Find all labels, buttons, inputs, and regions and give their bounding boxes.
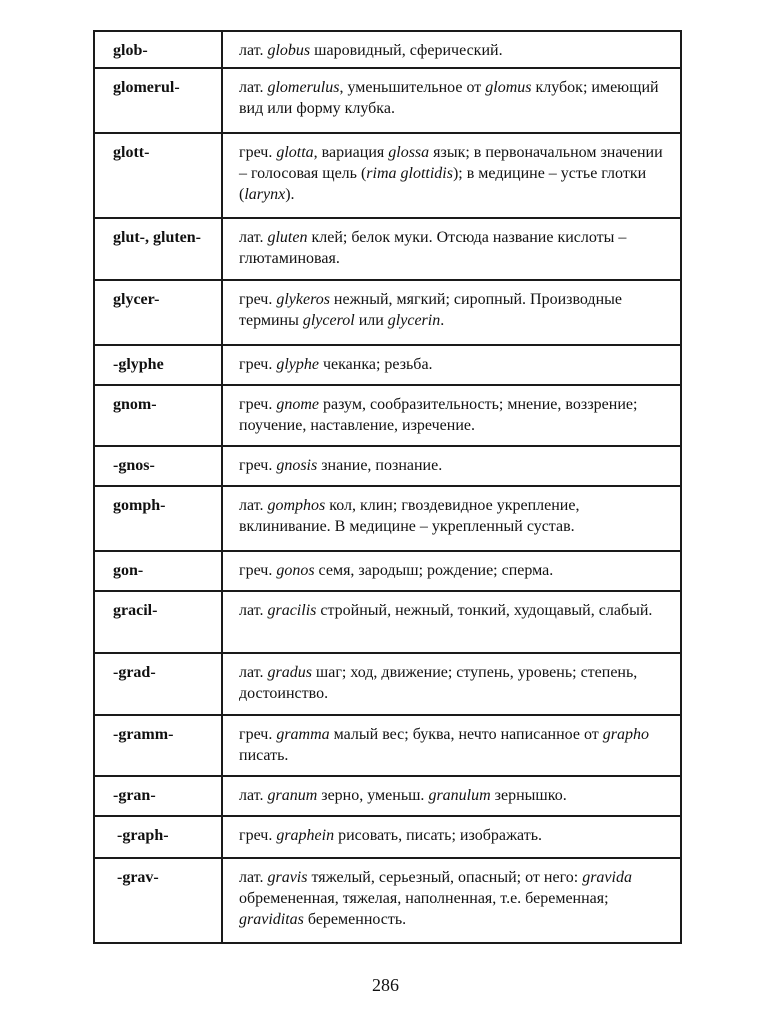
definition-cell	[222, 591, 681, 653]
definition-term-italic: glykeros	[276, 291, 330, 308]
term-cell: -gran-	[94, 776, 222, 816]
definition-cell	[222, 551, 681, 591]
term-cell: glycer-	[94, 280, 222, 345]
definition-term-italic: gravida	[582, 869, 632, 886]
definition-term-italic: gnosis	[276, 457, 318, 474]
definition-cell	[222, 31, 681, 68]
definition-cell	[222, 653, 681, 715]
definition-text: лат.	[239, 787, 268, 804]
definition-term-italic: granum	[267, 787, 318, 804]
term-cell: gracil-	[94, 591, 222, 653]
definition-text: зерно, уменьш.	[317, 787, 429, 804]
definition-cell	[222, 218, 681, 280]
definition-text: лат.	[239, 497, 268, 514]
glossary-row	[94, 653, 681, 715]
glossary-row	[94, 218, 681, 280]
definition-text: лат.	[239, 229, 268, 246]
definition-text: греч.	[239, 144, 277, 161]
definition-cell	[222, 486, 681, 551]
definition-text: нежный, мягкий; сиропный. Производные термины	[239, 291, 622, 329]
definition-cell	[222, 385, 681, 446]
glossary-row	[94, 345, 681, 385]
definition-cell	[222, 446, 681, 486]
definition-text: ).	[285, 186, 295, 203]
definition-text: лат.	[239, 869, 268, 886]
definition-text: беременность.	[303, 911, 407, 928]
definition-term-italic: gravis	[267, 869, 308, 886]
definition-term-italic: gnome	[276, 396, 319, 413]
definition-text: малый вес; буква, нечто написанное от	[329, 726, 603, 743]
term-cell: -grad-	[94, 653, 222, 715]
term-cell: -gramm-	[94, 715, 222, 776]
definition-cell	[222, 68, 681, 133]
term-cell: gon-	[94, 551, 222, 591]
glossary-row	[94, 486, 681, 551]
definition-text: клубок; имеющий вид или форму клубка.	[239, 79, 659, 117]
definition-term-italic: glotta	[276, 144, 314, 161]
definition-term-italic: gomphos	[267, 497, 326, 514]
definition-text: разум, сообразительность; мнение, воззрение; поучение, наставление, изречение.	[239, 396, 638, 434]
definition-text: ); в медицине – устье глотки (	[239, 165, 647, 203]
definition-text: писать.	[239, 747, 289, 764]
definition-term-italic: glomerulus	[267, 79, 340, 96]
definition-text: .	[440, 312, 445, 329]
definition-text: клей; белок муки. Отсюда название кислоты – глютаминовая.	[239, 229, 627, 267]
glossary-row	[94, 776, 681, 816]
glossary-row	[94, 858, 681, 943]
definition-term-italic: gracilis	[267, 602, 317, 619]
term-cell: glomerul-	[94, 68, 222, 133]
term-cell: glott-	[94, 133, 222, 218]
definition-text: греч.	[239, 291, 277, 308]
definition-term-italic: glomus	[485, 79, 532, 96]
definition-text: кол, клин; гвоздевидное укрепление, вклинивание. В медицине – укрепленный сустав.	[239, 497, 580, 535]
definition-text: семя, зародыш; рождение; сперма.	[314, 562, 554, 579]
definition-term-italic: granulum	[428, 787, 491, 804]
glossary-row	[94, 385, 681, 446]
definition-term-italic: graviditas	[239, 911, 304, 928]
definition-text: греч.	[239, 356, 277, 373]
definition-text: лат.	[239, 42, 268, 59]
definition-term-italic: gonos	[276, 562, 315, 579]
glossary-row	[94, 31, 681, 68]
term-cell: -grav-	[94, 858, 222, 943]
term-cell: gomph-	[94, 486, 222, 551]
term-cell: -gnos-	[94, 446, 222, 486]
definition-text: тяжелый, серьезный, опасный; от него:	[307, 869, 583, 886]
glossary-row	[94, 591, 681, 653]
term-cell: -glyphe	[94, 345, 222, 385]
definition-cell	[222, 715, 681, 776]
definition-term-italic: graphein	[276, 827, 335, 844]
glossary-body	[94, 31, 681, 943]
definition-term-italic: gradus	[267, 664, 312, 681]
definition-term-italic: glossa	[388, 144, 430, 161]
definition-text: или	[354, 312, 388, 329]
term-cell: glob-	[94, 31, 222, 68]
glossary-row	[94, 68, 681, 133]
definition-text: лат.	[239, 602, 268, 619]
definition-cell	[222, 133, 681, 218]
definition-term-italic: glyphe	[276, 356, 319, 373]
definition-term-italic: glycerin	[387, 312, 441, 329]
glossary-row	[94, 816, 681, 858]
glossary-row	[94, 280, 681, 345]
definition-text: греч.	[239, 457, 277, 474]
definition-text: шаг; ход, движение; ступень, уровень; степень, достоинство.	[239, 664, 638, 702]
definition-text: греч.	[239, 396, 277, 413]
definition-cell	[222, 345, 681, 385]
definition-text: греч.	[239, 726, 277, 743]
definition-text: язык; в первоначальном значении – голосовая щель (	[239, 144, 663, 182]
definition-cell	[222, 280, 681, 345]
definition-text: , уменьшительное от	[339, 79, 486, 96]
definition-term-italic: larynx	[244, 186, 286, 203]
definition-text: зернышко.	[490, 787, 567, 804]
definition-term-italic: rima glottidis	[366, 165, 453, 182]
definition-term-italic: grapho	[602, 726, 649, 743]
definition-text: рисовать, писать; изображать.	[334, 827, 542, 844]
definition-text: чеканка; резьба.	[318, 356, 433, 373]
definition-term-italic: globus	[267, 42, 311, 59]
definition-term-italic: gramma	[276, 726, 330, 743]
definition-text: знание, познание.	[317, 457, 443, 474]
glossary-row	[94, 551, 681, 591]
glossary-row	[94, 446, 681, 486]
term-cell: -graph-	[94, 816, 222, 858]
definition-text: греч.	[239, 827, 277, 844]
term-cell: gnom-	[94, 385, 222, 446]
definition-text: шаровидный, сферический.	[310, 42, 503, 59]
definition-term-italic: gluten	[267, 229, 308, 246]
page-number: 286	[372, 975, 399, 995]
definition-term-italic: glycerol	[302, 312, 355, 329]
definition-cell	[222, 858, 681, 943]
term-cell: glut-, gluten-	[94, 218, 222, 280]
definition-text: лат.	[239, 79, 268, 96]
definition-cell	[222, 816, 681, 858]
definition-text: лат.	[239, 664, 268, 681]
glossary-row	[94, 715, 681, 776]
definition-cell	[222, 776, 681, 816]
definition-text: обремененная, тяжелая, наполненная, т.е. беременная;	[239, 890, 609, 907]
definition-text: греч.	[239, 562, 277, 579]
glossary-row	[94, 133, 681, 218]
definition-text: , вариация	[313, 144, 389, 161]
glossary-table	[93, 30, 682, 944]
definition-text: стройный, нежный, тонкий, худощавый, слабый.	[316, 602, 653, 619]
